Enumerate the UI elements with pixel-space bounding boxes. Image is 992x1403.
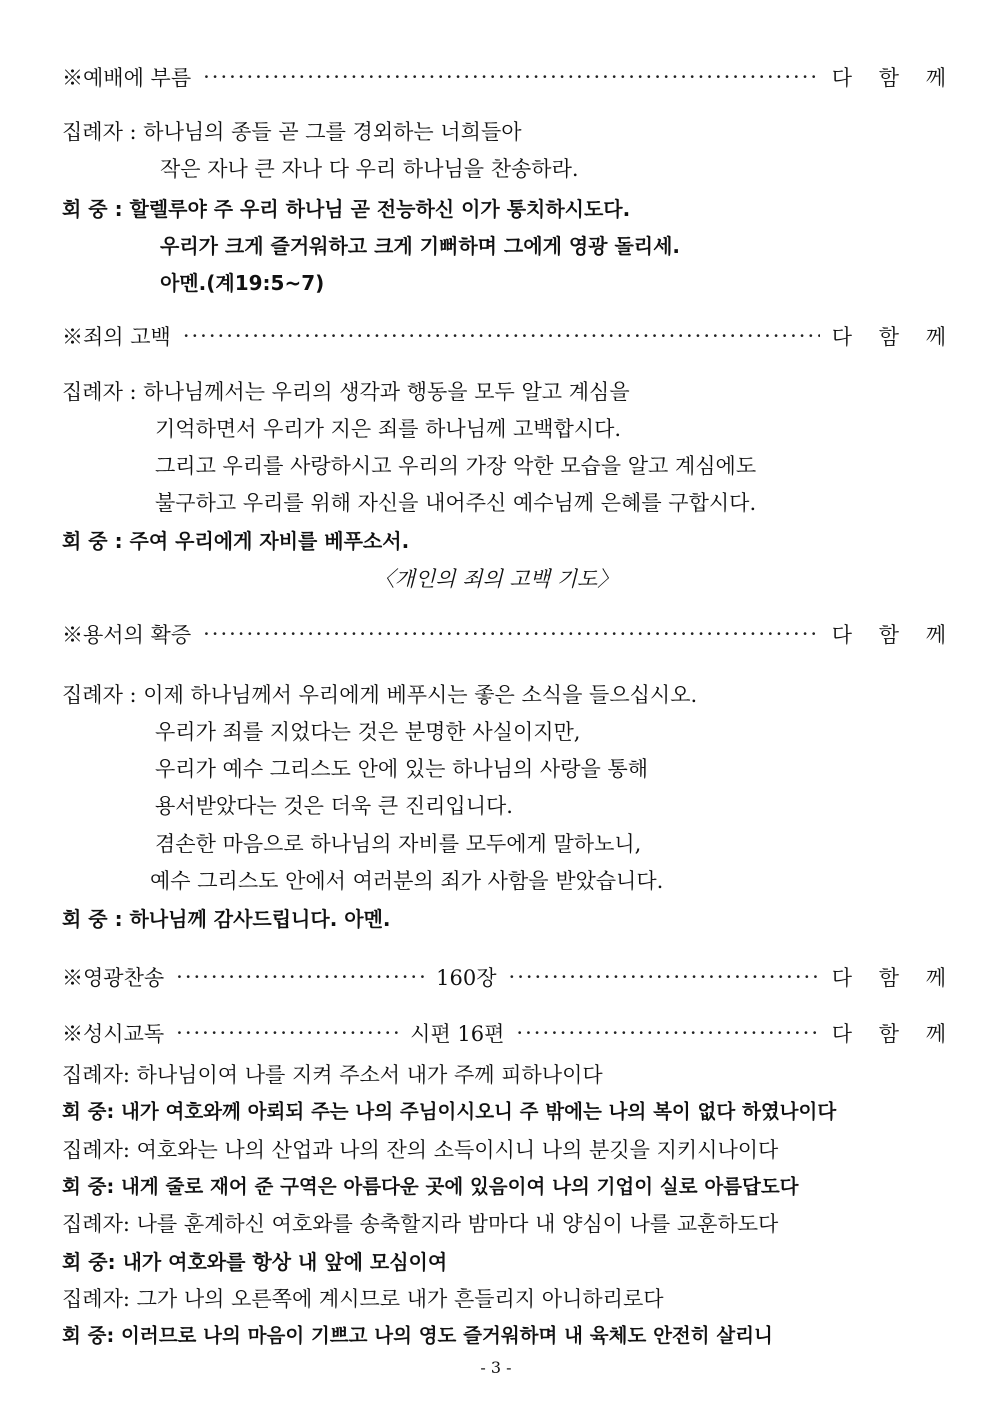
section-participants: 다 함 께 bbox=[831, 325, 956, 349]
psalm-reference: 시편 16편 bbox=[410, 1022, 505, 1046]
leader-line: 집례자 : 하나님께서는 우리의 생각과 행동을 모두 알고 계심을 bbox=[62, 380, 630, 404]
prayer-note: 〈개인의 죄의 고백 기도〉 bbox=[373, 567, 619, 591]
leader-dots bbox=[176, 965, 424, 989]
leader-line: 집례자: 여호와는 나의 산업과 나의 잔의 소득이시니 나의 분깃을 지키시나이다 bbox=[62, 1138, 779, 1162]
leader-line: 용서받았다는 것은 더욱 큰 진리입니다. bbox=[155, 794, 513, 818]
congregation-line: 아멘.(계19:5~7) bbox=[160, 271, 325, 295]
leader-line: 집례자: 나를 훈계하신 여호와를 송축할지라 밤마다 내 양심이 나를 교훈하도다 bbox=[62, 1212, 779, 1236]
section-participants: 다 함 께 bbox=[831, 623, 956, 647]
congregation-line: 회 중 : 하나님께 감사드립니다. 아멘. bbox=[62, 907, 391, 931]
section-participants: 다 함 께 bbox=[831, 66, 956, 90]
leader-line: 집례자: 하나님이여 나를 지켜 주소서 내가 주께 피하나이다 bbox=[62, 1063, 603, 1087]
section-title: ※용서의 확증 bbox=[62, 623, 192, 647]
hymn-number: 160장 bbox=[436, 966, 497, 990]
section-header-confession bbox=[62, 322, 956, 350]
section-header-assurance bbox=[62, 620, 956, 648]
congregation-line: 회 중: 내가 여호와께 아뢰되 주는 나의 주님이시오니 주 밖에는 나의 복이 없다 하였나이다 bbox=[62, 1100, 837, 1123]
section-title: ※죄의 고백 bbox=[62, 325, 171, 349]
leader-line: 겸손한 마음으로 하나님의 자비를 모두에게 말하노니, bbox=[155, 832, 642, 856]
leader-line: 기억하면서 우리가 지은 죄를 하나님께 고백합시다. bbox=[155, 417, 622, 441]
leader-dots bbox=[203, 65, 820, 89]
section-participants: 다 함 께 bbox=[831, 1022, 956, 1046]
leader-dots bbox=[176, 1021, 398, 1045]
section-header-psalter bbox=[62, 1019, 956, 1047]
congregation-line: 회 중: 이러므로 나의 마음이 기쁘고 나의 영도 즐거워하며 내 육체도 안전히 살리니 bbox=[62, 1324, 773, 1347]
leader-dots bbox=[203, 622, 820, 646]
section-header-call bbox=[62, 63, 956, 91]
congregation-line: 우리가 크게 즐거워하고 크게 기뻐하며 그에게 영광 돌리세. bbox=[160, 234, 681, 258]
leader-dots bbox=[183, 324, 820, 348]
leader-line: 불구하고 우리를 위해 자신을 내어주신 예수님께 은혜를 구합시다. bbox=[155, 491, 757, 515]
section-title: ※성시교독 bbox=[62, 1022, 165, 1046]
section-participants: 다 함 께 bbox=[831, 966, 956, 990]
leader-line: 그리고 우리를 사랑하시고 우리의 가장 악한 모습을 알고 계심에도 bbox=[155, 454, 757, 478]
leader-dots bbox=[516, 1021, 819, 1045]
congregation-line: 회 중: 내가 여호와를 항상 내 앞에 모심이여 bbox=[62, 1250, 448, 1274]
leader-line: 작은 자나 큰 자나 다 우리 하나님을 찬송하라. bbox=[160, 157, 579, 181]
leader-line: 집례자: 그가 나의 오른쪽에 계시므로 내가 흔들리지 아니하리로다 bbox=[62, 1287, 664, 1311]
congregation-line: 회 중 : 할렐루야 주 우리 하나님 곧 전능하신 이가 통치하시도다. bbox=[62, 197, 631, 221]
leader-line: 예수 그리스도 안에서 여러분의 죄가 사함을 받았습니다. bbox=[150, 869, 664, 893]
page-number: - 3 - bbox=[480, 1358, 512, 1377]
leader-line: 집례자 : 이제 하나님께서 우리에게 베푸시는 좋은 소식을 들으십시오. bbox=[62, 683, 698, 707]
leader-dots bbox=[509, 965, 820, 989]
leader-line: 집례자 : 하나님의 종들 곧 그를 경외하는 너희들아 bbox=[62, 120, 522, 144]
section-title: ※영광찬송 bbox=[62, 966, 165, 990]
section-header-gloria bbox=[62, 963, 956, 991]
congregation-line: 회 중 : 주여 우리에게 자비를 베푸소서. bbox=[62, 529, 410, 553]
congregation-line: 회 중: 내게 줄로 재어 준 구역은 아름다운 곳에 있음이여 나의 기업이 실로 아름답도다 bbox=[62, 1175, 799, 1198]
section-title: ※예배에 부름 bbox=[62, 66, 192, 90]
leader-line: 우리가 예수 그리스도 안에 있는 하나님의 사랑을 통해 bbox=[155, 757, 649, 781]
leader-line: 우리가 죄를 지었다는 것은 분명한 사실이지만, bbox=[155, 720, 581, 744]
